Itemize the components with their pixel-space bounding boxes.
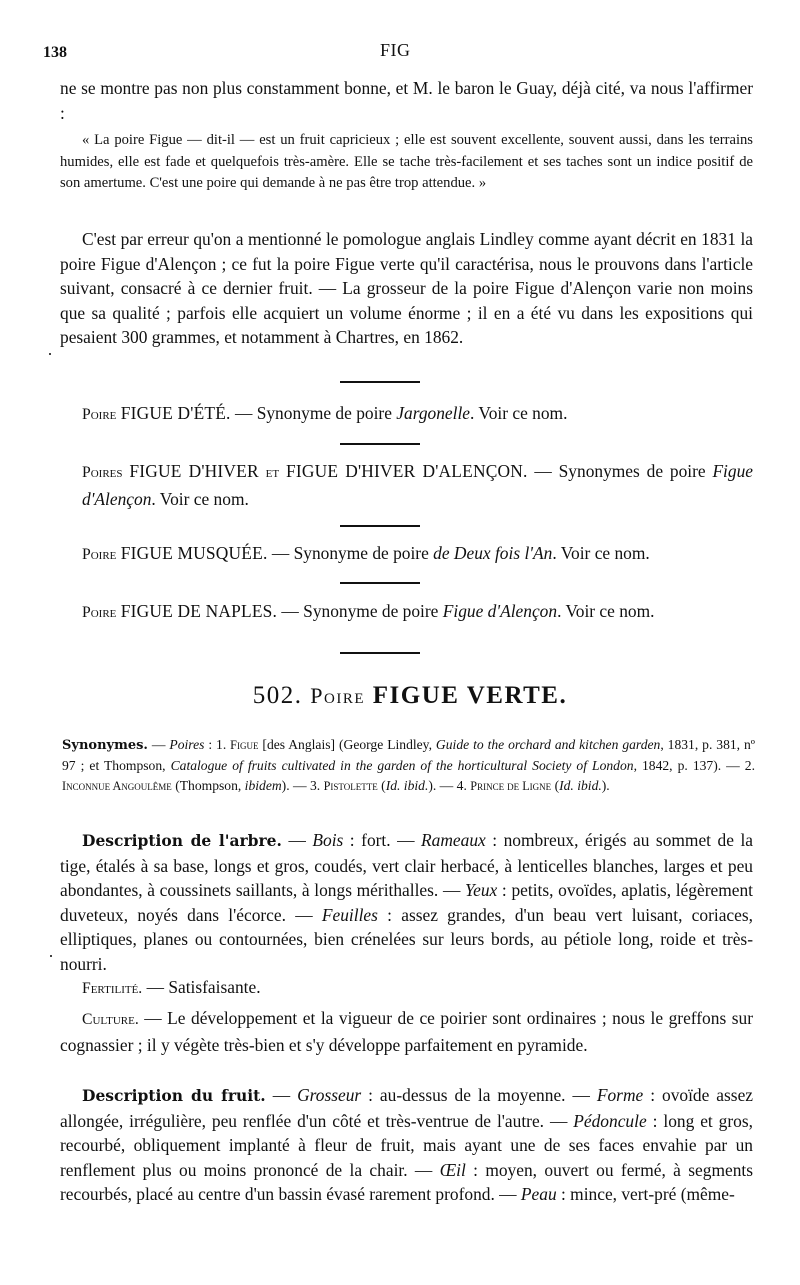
culture-text: — Le développement et la vigueur de ce poirier sont ordinaires ; nous le greffons sur cognassier ; il y végète très-bien et s'y développe parfaitement en pyramide.	[60, 1008, 753, 1055]
syn-book-2: Catalogue of fruits cultivated in the garden of the horticultural Society of London	[170, 758, 634, 773]
synonymes-block	[62, 735, 755, 796]
quote-paragraph	[60, 130, 753, 195]
syn-ref-2: , 1842, p. 137). — 2.	[633, 758, 755, 773]
entry-figue-de-naples	[82, 598, 753, 626]
intro-paragraph: ne se montre pas non plus constamment bonne, et M. le baron le Guay, déjà cité, va nous l'affirmer :	[60, 78, 753, 123]
entry-name: FIGUE D'HIVER	[129, 461, 259, 481]
syn-name-2: Inconnue Angoulême	[62, 779, 172, 793]
syn-name-4: Prince de Ligne	[470, 779, 552, 793]
feuilles-label: Feuilles	[321, 904, 378, 925]
arbre-paragraph	[60, 828, 753, 976]
entry-crossref: Figue d'Alençon	[442, 601, 558, 621]
forme-label: Forme	[596, 1085, 644, 1105]
entry-figue-dete	[82, 400, 753, 428]
entry-prefix: Poire	[82, 546, 117, 563]
rameaux-label: Rameaux	[421, 830, 486, 850]
margin-dot	[50, 955, 52, 957]
quote-text: « La poire Figue — dit-il — est un fruit capricieux ; elle est souvent excellente, souvent aussi, dans les terrains humides, elle est fade et quelquefois très-amère. Elle se tache très-facilement et ses taches sont un indice positif de son amertume. C'est une poire qui demande à ne pas être trop attendue. »	[60, 132, 753, 191]
page-number: 138	[43, 44, 67, 61]
pedoncule-label: Pédoncule	[573, 1110, 647, 1131]
section-title: FIGUE VERTE.	[372, 682, 568, 709]
syn-text-4: (	[551, 778, 560, 793]
section-prefix: Poire	[310, 683, 365, 708]
fertilite-label: Fertilité.	[82, 980, 143, 997]
syn-name-3: Pistolette	[323, 779, 378, 793]
entry-figue-dhiver	[82, 458, 753, 512]
separator-rule	[340, 525, 420, 527]
section-heading	[0, 682, 800, 710]
fertilite-paragraph	[60, 975, 753, 1002]
entry-prefix: Poire	[82, 406, 117, 423]
bois-text: : fort. —	[343, 830, 422, 850]
peau-text: : mince, vert-pré (même-	[556, 1184, 735, 1204]
syn-text-3: (	[377, 778, 386, 793]
feuilles-text: : assez grandes, d'un beau vert luisant, coriaces, elliptiques, planes ou contournées, bien crénelées sur leurs bords, au pétiole long, roide et très-nourri.	[60, 904, 753, 974]
fruit-label: Description du fruit.	[82, 1086, 266, 1105]
rameaux-text: : nombreux, érigés au sommet de la tige, étalés à sa base, longs et gros, coudés, vert clair herbacé, à lenticelles blanches, larges et peu abondantes, à coussinets saillants, à longs mérithalles. —	[60, 830, 753, 900]
entry-text-end: . Voir ce nom.	[552, 543, 650, 563]
running-header	[0, 40, 800, 64]
grosseur-text: : au-dessus de la moyenne. —	[361, 1085, 597, 1105]
entry-name: FIGUE MUSQUÉE.	[120, 543, 268, 563]
syn-ibid-3: Id. ibid.	[385, 778, 429, 793]
entry-text: — Synonyme de poire	[230, 403, 397, 423]
fertilite-text: — Satisfaisante.	[142, 977, 261, 997]
entry-name-2: FIGUE D'HIVER D'ALENÇON.	[285, 461, 528, 481]
syn-text-2: (Thompson,	[171, 778, 245, 793]
synonymes-label: Synonymes.	[62, 738, 148, 753]
running-title: FIG	[380, 40, 411, 60]
separator-rule	[340, 443, 420, 445]
entry-text-end: . Voir ce nom.	[470, 403, 568, 423]
grosseur-label: Grosseur	[297, 1085, 362, 1105]
oeil-text: : moyen, ouvert ou fermé, à segments recourbés, placé au centre d'un bassin évasé rarement profond. —	[60, 1159, 753, 1204]
syn-end-2: ).	[281, 778, 290, 793]
syn-poires-label: Poires	[169, 737, 205, 752]
peau-label: Peau	[520, 1184, 557, 1204]
entry-name: FIGUE DE NAPLES.	[120, 601, 278, 621]
oeil-label: Œil	[439, 1159, 466, 1180]
syn-end-3: ). — 4.	[428, 778, 471, 793]
syn-num-1: : 1.	[204, 737, 231, 752]
culture-label: Culture.	[82, 1011, 139, 1028]
separator-rule	[340, 582, 420, 584]
syn-name-1: Figue	[230, 738, 259, 752]
entry-text: — Synonymes de poire	[527, 461, 713, 481]
entry-connector: et	[265, 464, 280, 481]
lindley-paragraph	[60, 227, 753, 350]
fruit-dash: —	[265, 1085, 298, 1105]
lindley-text: C'est par erreur qu'on a mentionné le pomologue anglais Lindley comme ayant décrit en 1831 la poire Figue d'Alençon ; ce fut la poire Figue verte qu'il caractérisa, nous le prouvons dans l'article suivant, consacré à ce dernier fruit. — La grosseur de la poire Figue d'Alençon varie non moins que sa qualité ; parfois elle acquiert un volume énorme ; il en a été vu dans les expositions qui pesaient 300 grammes, et notamment à Chartres, en 1862.	[60, 229, 753, 347]
syn-book-1: Guide to the orchard and kitchen garden	[435, 737, 661, 752]
entry-prefix: Poires	[82, 464, 123, 481]
entry-figue-musquee	[82, 540, 753, 568]
entry-text: — Synonyme de poire	[277, 601, 443, 621]
fruit-paragraph	[60, 1083, 753, 1207]
separator-rule	[340, 652, 420, 654]
entry-name: FIGUE D'ÉTÉ.	[120, 403, 231, 423]
arbre-label: Description de l'arbre.	[82, 831, 282, 850]
entry-crossref: Figue d'Alençon	[82, 461, 754, 509]
forme-text: : ovoïde assez allongée, irrégulière, peu renflée d'un côté et très-ventrue de l'autre. —	[60, 1085, 754, 1131]
culture-paragraph	[60, 1006, 753, 1057]
syn-ibid-2: ibidem	[244, 778, 282, 793]
entry-prefix: Poire	[82, 604, 117, 621]
margin-dot	[49, 353, 51, 355]
bois-label: Bois	[312, 830, 344, 850]
section-number: 502.	[252, 682, 303, 709]
entry-crossref: de Deux fois l'An	[433, 543, 553, 563]
entry-text-end: . Voir ce nom.	[557, 601, 655, 621]
pedoncule-text: : long et gros, recourbé, obliquement implanté à fleur de fruit, mais ayant une de ses faces envahie par un renflement plus ou moins prononcé de la chair. —	[60, 1110, 753, 1180]
arbre-dash: —	[281, 830, 313, 850]
syn-end-4: ).	[601, 778, 610, 793]
syn-num-3: — 3.	[293, 778, 324, 793]
yeux-text: : petits, ovoïdes, aplatis, légèrement duveteux, noyés dans l'écorce. —	[60, 880, 753, 925]
separator-rule	[340, 381, 420, 383]
entry-text-end: . Voir ce nom.	[151, 489, 249, 509]
syn-text-1: [des Anglais] (George Lindley,	[258, 737, 436, 752]
syn-ibid-4: Id. ibid.	[559, 778, 602, 793]
syn-ref-1: , 1831, p. 381, nº 97 ; et Thompson,	[62, 737, 756, 773]
syn-dash: —	[147, 737, 170, 752]
yeux-label: Yeux	[465, 880, 498, 900]
entry-text: — Synonyme de poire	[267, 543, 434, 563]
entry-crossref: Jargonelle	[396, 403, 471, 423]
